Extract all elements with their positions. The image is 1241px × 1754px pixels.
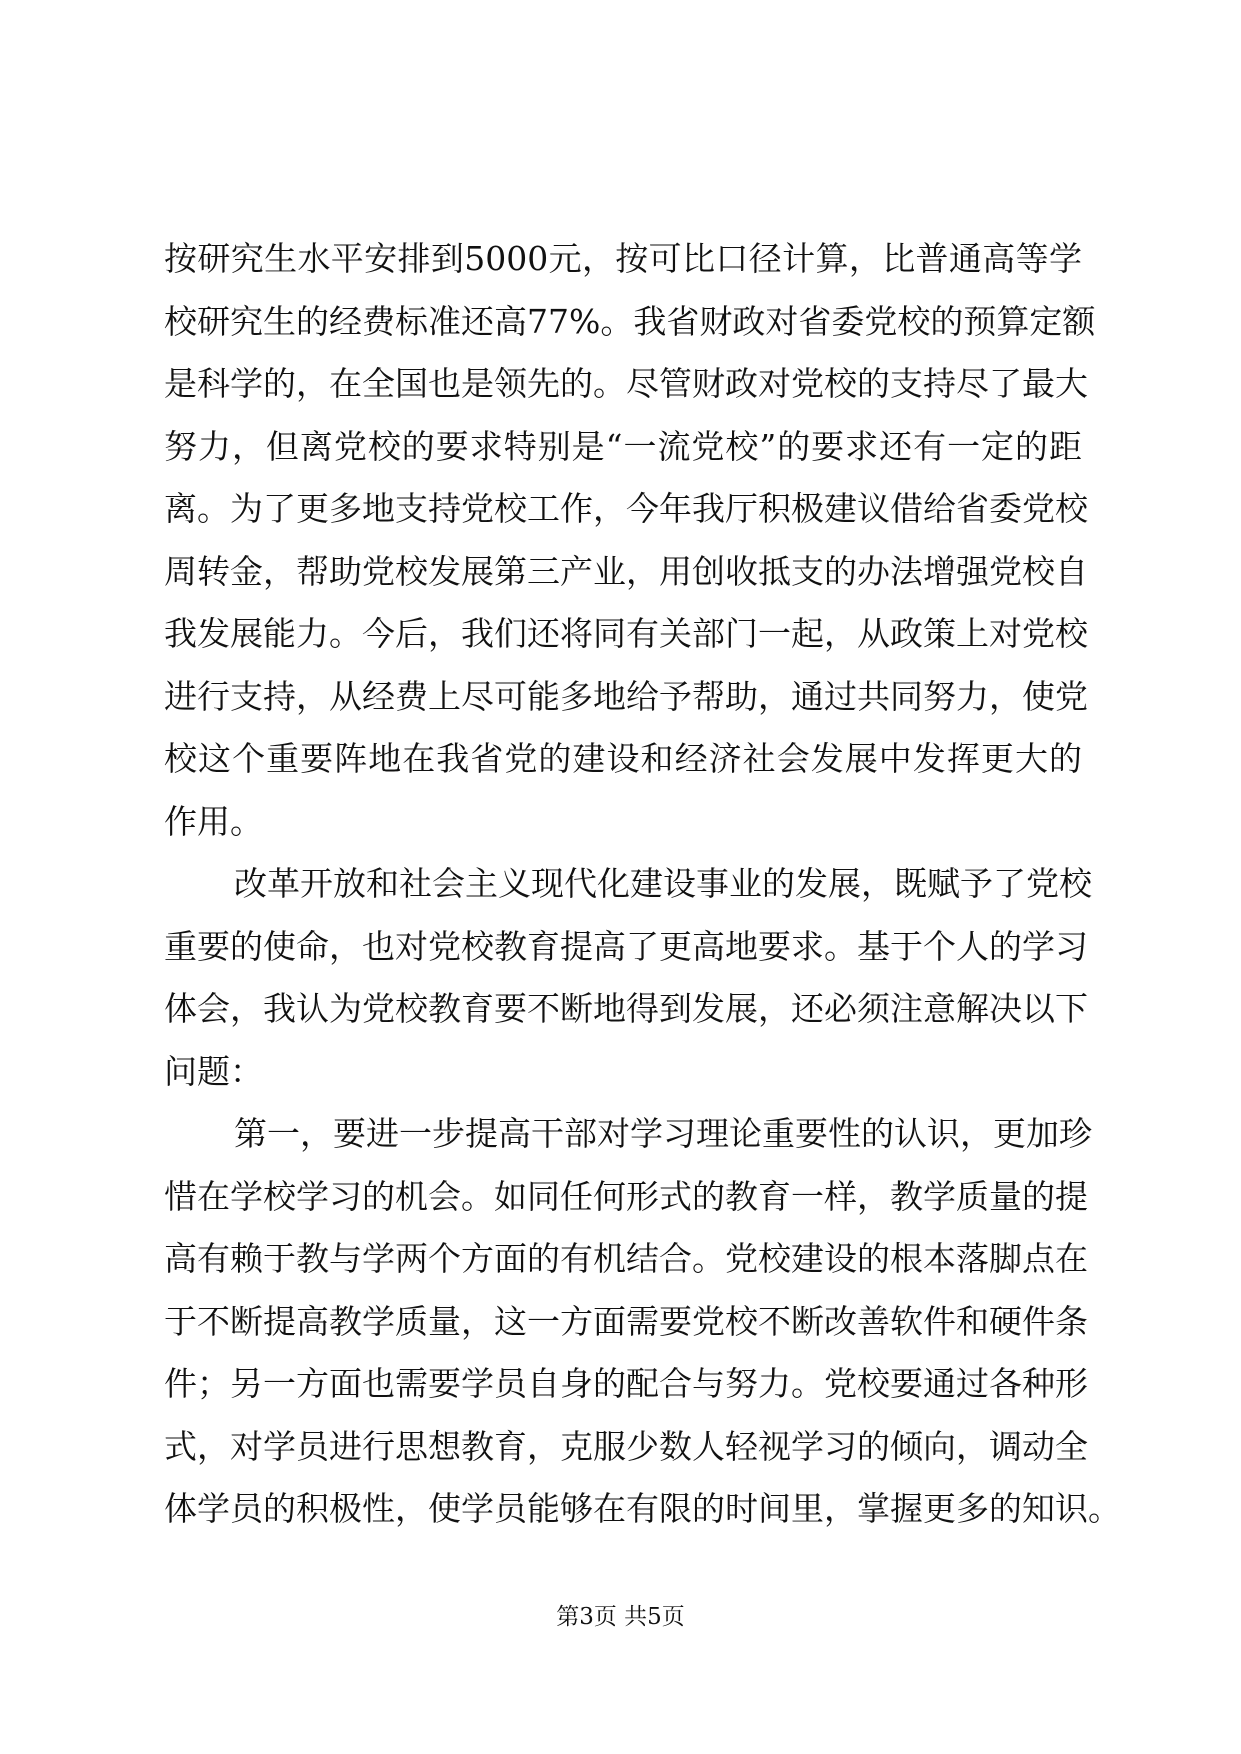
text-line: 于不断提高教学质量，这一方面需要党校不断改善软件和硬件条	[164, 1301, 1088, 1341]
body-text	[164, 228, 1121, 1541]
text-line: 第一，要进一步提高干部对学习理论重要性的认识，更加珍	[234, 1114, 1092, 1153]
text-line: 校这个重要阵地在我省党的建设和经济社会发展中发挥更大的	[164, 739, 1082, 778]
text-line: 作用。	[164, 801, 263, 841]
text-line: 件；另一方面也需要学员自身的配合与努力。党校要通过各种形	[164, 1364, 1088, 1403]
text-line: 改革开放和社会主义现代化建设事业的发展，既赋予了党校	[234, 864, 1092, 903]
text-line: 体会，我认为党校教育要不断地得到发展，还必须注意解决以下	[164, 989, 1088, 1028]
paragraph-2	[164, 853, 1092, 1103]
text-line: 周转金，帮助党校发展第三产业，用创收抵支的办法增强党校自	[164, 551, 1088, 591]
text-line: 高有赖于教与学两个方面的有机结合。党校建设的根本落脚点在	[164, 1239, 1088, 1278]
page-footer	[0, 1602, 1241, 1632]
paragraph-1	[164, 228, 1096, 853]
paragraph-3	[164, 1103, 1121, 1541]
text-line: 校研究生的经费标准还高77%。我省财政对省委党校的预算定额	[164, 301, 1096, 341]
text-line: 体学员的积极性，使学员能够在有限的时间里，掌握更多的知识。	[164, 1489, 1121, 1528]
text-line: 问题：	[164, 1051, 263, 1091]
text-line: 惜在学校学习的机会。如同任何形式的教育一样，教学质量的提	[164, 1176, 1088, 1216]
text-line: 重要的使命，也对党校教育提高了更高地要求。基于个人的学习	[164, 926, 1088, 966]
text-line: 努力，但离党校的要求特别是“一流党校”的要求还有一定的距	[164, 426, 1082, 466]
text-line: 按研究生水平安排到5000元，按可比口径计算，比普通高等学	[164, 239, 1082, 278]
text-line: 进行支持，从经费上尽可能多地给予帮助，通过共同努力，使党	[164, 676, 1088, 716]
text-line: 式，对学员进行思想教育，克服少数人轻视学习的倾向，调动全	[164, 1426, 1088, 1466]
text-line: 我发展能力。今后，我们还将同有关部门一起，从政策上对党校	[164, 614, 1088, 653]
text-line: 离。为了更多地支持党校工作，今年我厅积极建议借给省委党校	[164, 489, 1088, 528]
text-line: 是科学的，在全国也是领先的。尽管财政对党校的支持尽了最大	[164, 364, 1088, 403]
page-number-label: 第3页 共5页	[556, 1604, 685, 1630]
